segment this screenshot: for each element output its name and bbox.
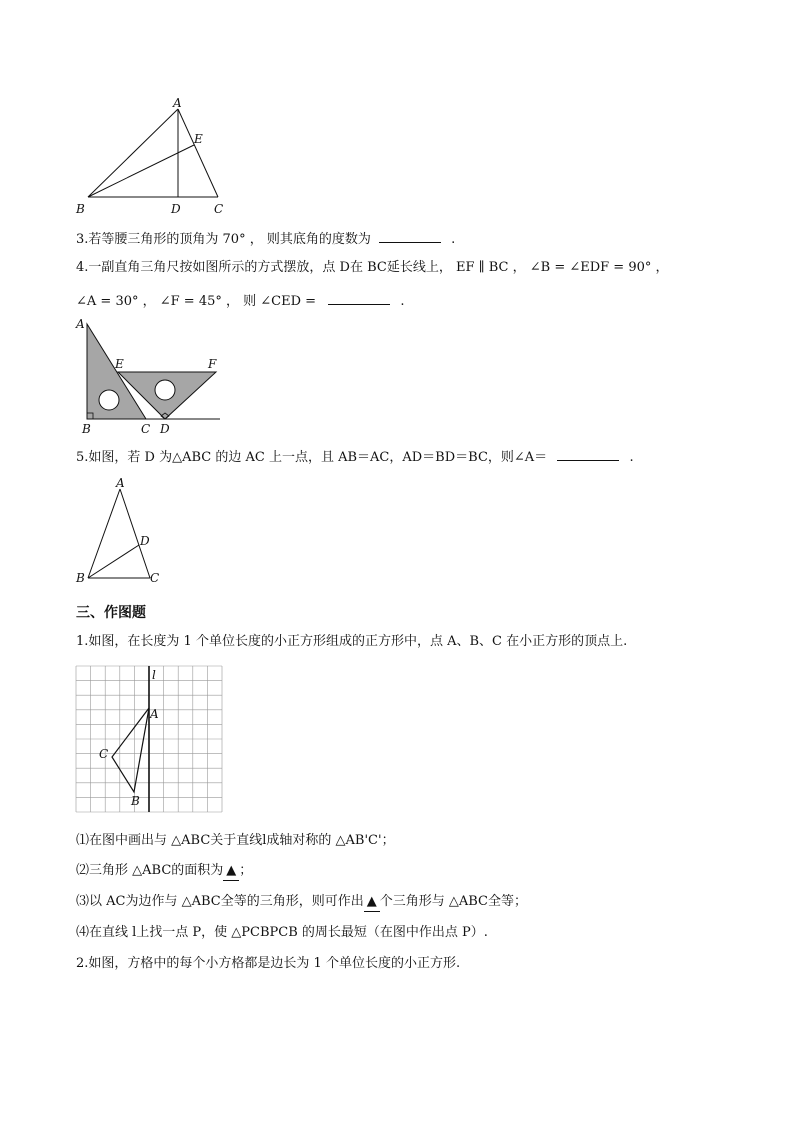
label-d: D bbox=[171, 202, 181, 216]
question-4-text-1: 4.一副直角三角尺按如图所示的方式摆放，点 D在 BC延长线上， EF ∥ BC ， ∠B = ∠EDF = 90° ， bbox=[76, 260, 669, 275]
problem-1-sub-1-text: ⑴在图中画出与 △ABC关于直线l成轴对称的 △AB'C'； bbox=[76, 833, 395, 848]
label-a: A bbox=[173, 96, 182, 110]
question-5 bbox=[76, 446, 634, 467]
label-l: l bbox=[152, 668, 156, 682]
label-c: C bbox=[99, 747, 109, 761]
question-3-text: 3.若等腰三角形的顶角为 70° ， 则其底角的度数为 bbox=[76, 232, 371, 247]
label-f: F bbox=[208, 357, 217, 371]
label-c: C bbox=[150, 571, 160, 585]
problem-1-sub-3-end: 个三角形与 △ABC全等； bbox=[379, 894, 527, 909]
answer-mark-3[interactable]: ▲ bbox=[364, 893, 380, 912]
problem-1-sub-1 bbox=[76, 832, 395, 850]
figure-isosceles-triangle bbox=[70, 474, 170, 590]
question-5-text: 5.如图，若 D 为△ABC 的边 AC 上一点，且 AB＝AC，AD＝BD＝BC，则∠A＝ bbox=[76, 450, 548, 465]
label-c: C bbox=[141, 422, 151, 436]
problem-2-intro bbox=[76, 955, 460, 973]
problem-1-sub-2-end: ； bbox=[239, 863, 253, 878]
label-b: B bbox=[76, 571, 85, 585]
label-a: A bbox=[116, 476, 125, 490]
problem-1-sub-4 bbox=[76, 924, 488, 942]
figure-triangle-abc-altitude bbox=[70, 95, 240, 220]
question-5-end: . bbox=[629, 450, 634, 465]
label-b: B bbox=[131, 794, 140, 808]
problem-1-sub-2-text: ⑵三角形 △ABC的面积为 bbox=[76, 863, 224, 878]
label-b: B bbox=[76, 202, 85, 216]
figure-grid bbox=[70, 660, 230, 820]
problem-1-sub-4-text: ⑷在直线 l上找一点 P，使 △PCBPCB 的周长最短（在图中作出点 P）. bbox=[76, 925, 488, 940]
problem-1-sub-2 bbox=[76, 862, 252, 881]
label-e: E bbox=[194, 132, 203, 146]
label-e: E bbox=[115, 357, 124, 371]
label-c: C bbox=[214, 202, 224, 216]
question-3 bbox=[76, 228, 455, 249]
answer-mark-2[interactable]: ▲ bbox=[223, 862, 239, 881]
section-heading: 三、作图题 bbox=[76, 605, 146, 621]
label-d: D bbox=[140, 534, 150, 548]
question-4-text-2: ∠A = 30° ， ∠F = 45° ， 则 ∠CED = bbox=[76, 294, 317, 309]
answer-blank-4[interactable] bbox=[328, 290, 390, 305]
problem-1-intro-text: 1.如图，在长度为 1 个单位长度的小正方形组成的正方形中，点 A、B、C 在小正方形的顶点上. bbox=[76, 634, 628, 649]
answer-blank-3[interactable] bbox=[379, 228, 441, 243]
label-b: B bbox=[82, 422, 91, 436]
problem-1-sub-3-text: ⑶以 AC为边作与 △ABC全等的三角形，则可作出 bbox=[76, 894, 364, 909]
label-d: D bbox=[160, 422, 170, 436]
figure-set-squares bbox=[70, 316, 230, 436]
question-3-end: . bbox=[451, 232, 456, 247]
problem-1-intro bbox=[76, 633, 627, 651]
problem-1-sub-3 bbox=[76, 893, 527, 912]
problem-2-intro-text: 2.如图，方格中的每个小方格都是边长为 1 个单位长度的小正方形. bbox=[76, 956, 461, 971]
question-4-line-2 bbox=[76, 290, 404, 311]
label-a: A bbox=[150, 707, 159, 721]
answer-blank-5[interactable] bbox=[557, 446, 619, 461]
label-a: A bbox=[76, 317, 85, 331]
question-4-end: . bbox=[400, 294, 405, 309]
question-4-line-1 bbox=[76, 259, 669, 277]
